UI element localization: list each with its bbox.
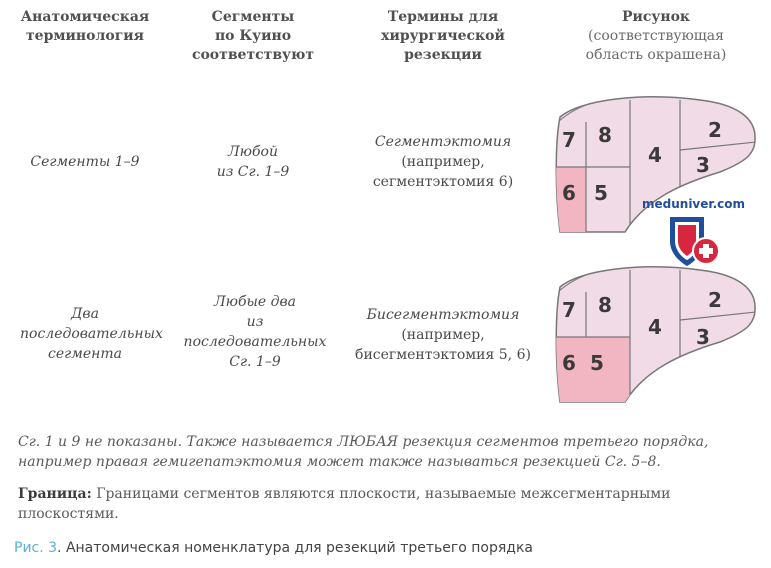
watermark-text: meduniver.com (642, 197, 746, 211)
row1-anatomy (20, 152, 150, 172)
row2-anatomy-line2: последовательных (20, 326, 163, 342)
footnote-line1: Сг. 1 и 9 не показаны. Также называется ЛЮБАЯ резекция сегментов третьего порядка, (18, 434, 709, 450)
row2-anatomy-line1: Два (71, 306, 99, 322)
liver2-seg4-label: 4 (648, 315, 662, 339)
liver2-seg6-label: 6 (562, 351, 576, 375)
row2-couinaud (180, 292, 330, 372)
border-text-line1: Границами сегментов являются плоскости, называемые межсегментарными (96, 486, 671, 502)
border-note-line1 (18, 484, 670, 504)
header-anatomy-line2: терминология (25, 28, 144, 44)
liver1-seg4-label: 4 (648, 143, 662, 167)
liver2-seg3-label: 3 (696, 325, 710, 349)
row1-surgical (353, 132, 533, 192)
header-anatomy-line1: Анатомическая (20, 9, 150, 25)
header-figure (566, 8, 746, 65)
row2-surgical (345, 305, 541, 365)
row2-couinaud-line2: из (246, 314, 264, 330)
header-figure-sub1: (соответствующая (588, 28, 724, 44)
liver2-seg8-label: 8 (598, 293, 612, 317)
watermark-brand (642, 197, 752, 272)
footnote-line2: например правая гемигепатэктомия может также называться резекцией Сг. 5–8. (18, 454, 661, 470)
row2-surgical-title: Бисегментэктомия (366, 307, 520, 323)
row2-couinaud-line1: Любые два (213, 294, 297, 310)
row2-couinaud-line3: последовательных (183, 334, 327, 350)
header-anatomy (20, 8, 150, 46)
liver2-seg5-label: 5 (590, 351, 604, 375)
row1-surgical-title: Сегментэктомия (374, 134, 512, 150)
row2-surgical-detail1: (например, (401, 327, 485, 343)
row1-surgical-detail2: сегментэктомия 6) (372, 174, 514, 190)
header-figure-sub2: область окрашена) (585, 47, 727, 63)
liver-diagram-row2 (550, 262, 760, 407)
row2-anatomy (20, 304, 163, 364)
liver2-seg7-label: 7 (562, 298, 576, 322)
row2-couinaud-line4: Сг. 1–9 (229, 354, 281, 370)
footnote (18, 432, 708, 472)
figure-caption (14, 540, 533, 556)
liver1-seg8-label: 8 (598, 123, 612, 147)
row1-couinaud-line2: из Сг. 1–9 (216, 164, 290, 180)
liver1-seg3-label: 3 (696, 153, 710, 177)
row1-surgical-detail1: (например, (401, 154, 485, 170)
caption-label: Рис. 3 (14, 540, 58, 556)
border-note (18, 484, 670, 524)
header-surgical-line1: Термины для (387, 9, 499, 25)
border-label: Граница: (18, 486, 92, 502)
header-couinaud-line3: соответствуют (191, 47, 315, 63)
liver1-seg6-label: 6 (562, 181, 576, 205)
header-surgical-line3: резекции (404, 47, 482, 63)
row1-anatomy-line1: Сегменты 1–9 (30, 154, 140, 170)
row1-couinaud (188, 142, 318, 182)
liver1-seg2-label: 2 (708, 118, 722, 142)
liver1-seg5-label: 5 (594, 181, 608, 205)
border-text-line2: плоскостями. (18, 506, 119, 522)
liver2-seg2-label: 2 (708, 288, 722, 312)
header-figure-title: Рисунок (621, 9, 691, 25)
medical-shield-icon (662, 213, 732, 268)
header-surgical-line2: хирургической (381, 28, 505, 44)
header-couinaud-line2: по Куино (214, 28, 292, 44)
row2-surgical-detail2: бисегментэктомия 5, 6) (355, 347, 531, 363)
header-couinaud-line1: Сегменты (211, 9, 295, 25)
header-surgical (368, 8, 518, 65)
liver1-seg7-label: 7 (562, 128, 576, 152)
header-couinaud (188, 8, 318, 65)
caption-text: . Анатомическая номенклатура для резекций третьего порядка (57, 540, 533, 556)
row1-couinaud-line1: Любой (228, 144, 278, 160)
row2-anatomy-line3: сегмента (48, 346, 122, 362)
